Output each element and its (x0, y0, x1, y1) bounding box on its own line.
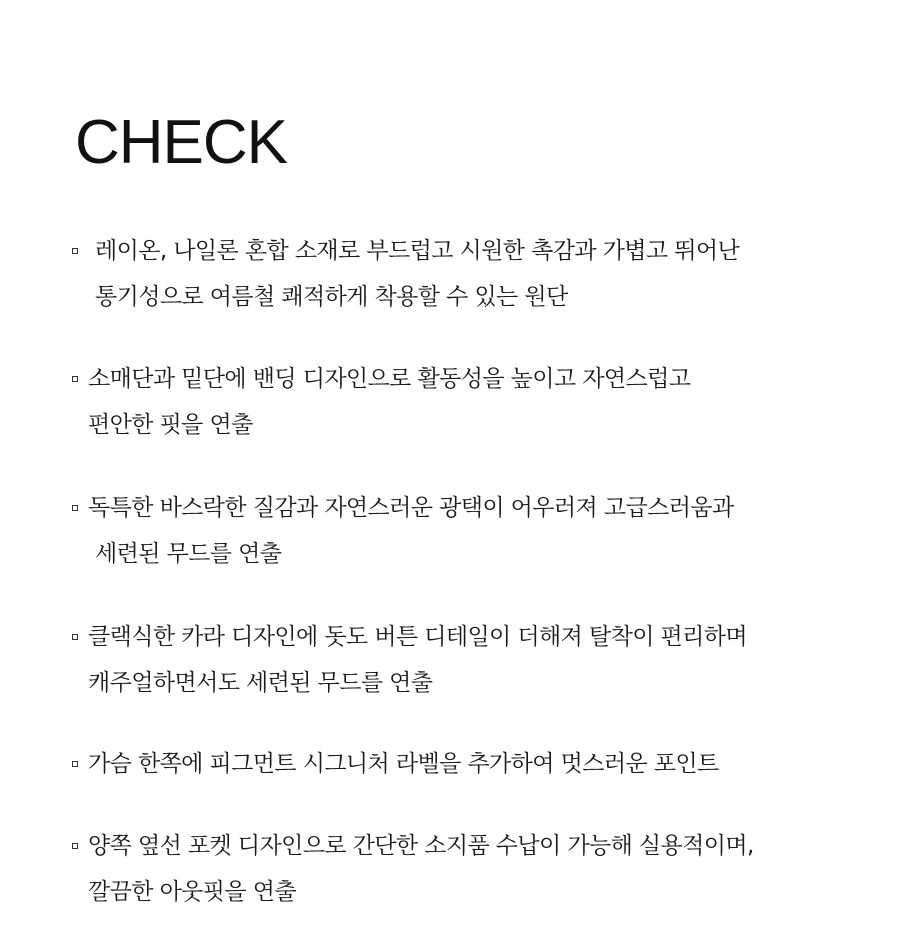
square-bullet-icon (72, 376, 78, 382)
check-item-line: 레이온, 나일론 혼합 소재로 부드럽고 시원한 촉감과 가볍고 뛰어난 (95, 238, 740, 264)
check-item-line: 세련된 무드를 연출 (95, 541, 282, 567)
square-bullet-icon (72, 634, 78, 640)
check-item-line: 통기성으로 여름철 쾌적하게 착용할 수 있는 원단 (95, 284, 568, 310)
check-item-line: 소매단과 밑단에 밴딩 디자인으로 활동성을 높이고 자연스럽고 (88, 366, 691, 392)
check-item-line: 양쪽 옆선 포켓 디자인으로 간단한 소지품 수납이 가능해 실용적이며, (88, 833, 754, 859)
square-bullet-icon (72, 843, 78, 849)
square-bullet-icon (72, 761, 78, 767)
check-item (72, 228, 872, 320)
check-item-line: 깔끔한 아웃핏을 연출 (88, 879, 296, 905)
check-item (72, 823, 872, 915)
check-item (72, 356, 872, 448)
page-title: CHECK (75, 108, 288, 177)
check-item (72, 614, 872, 706)
check-item-line: 캐주얼하면서도 세련된 무드를 연출 (88, 670, 433, 696)
check-item (72, 741, 872, 787)
check-item-line: 독특한 바스락한 질감과 자연스러운 광택이 어우러져 고급스러움과 (88, 495, 734, 521)
square-bullet-icon (72, 505, 78, 511)
check-item (72, 485, 872, 577)
check-item-line: 편안한 핏을 연출 (88, 412, 253, 438)
square-bullet-icon (72, 248, 78, 254)
check-item-line: 클랙식한 카라 디자인에 돗도 버튼 디테일이 더해져 탈착이 편리하며 (88, 624, 747, 650)
check-item-line: 가슴 한쪽에 피그먼트 시그니처 라벨을 추가하여 멋스러운 포인트 (88, 751, 719, 777)
